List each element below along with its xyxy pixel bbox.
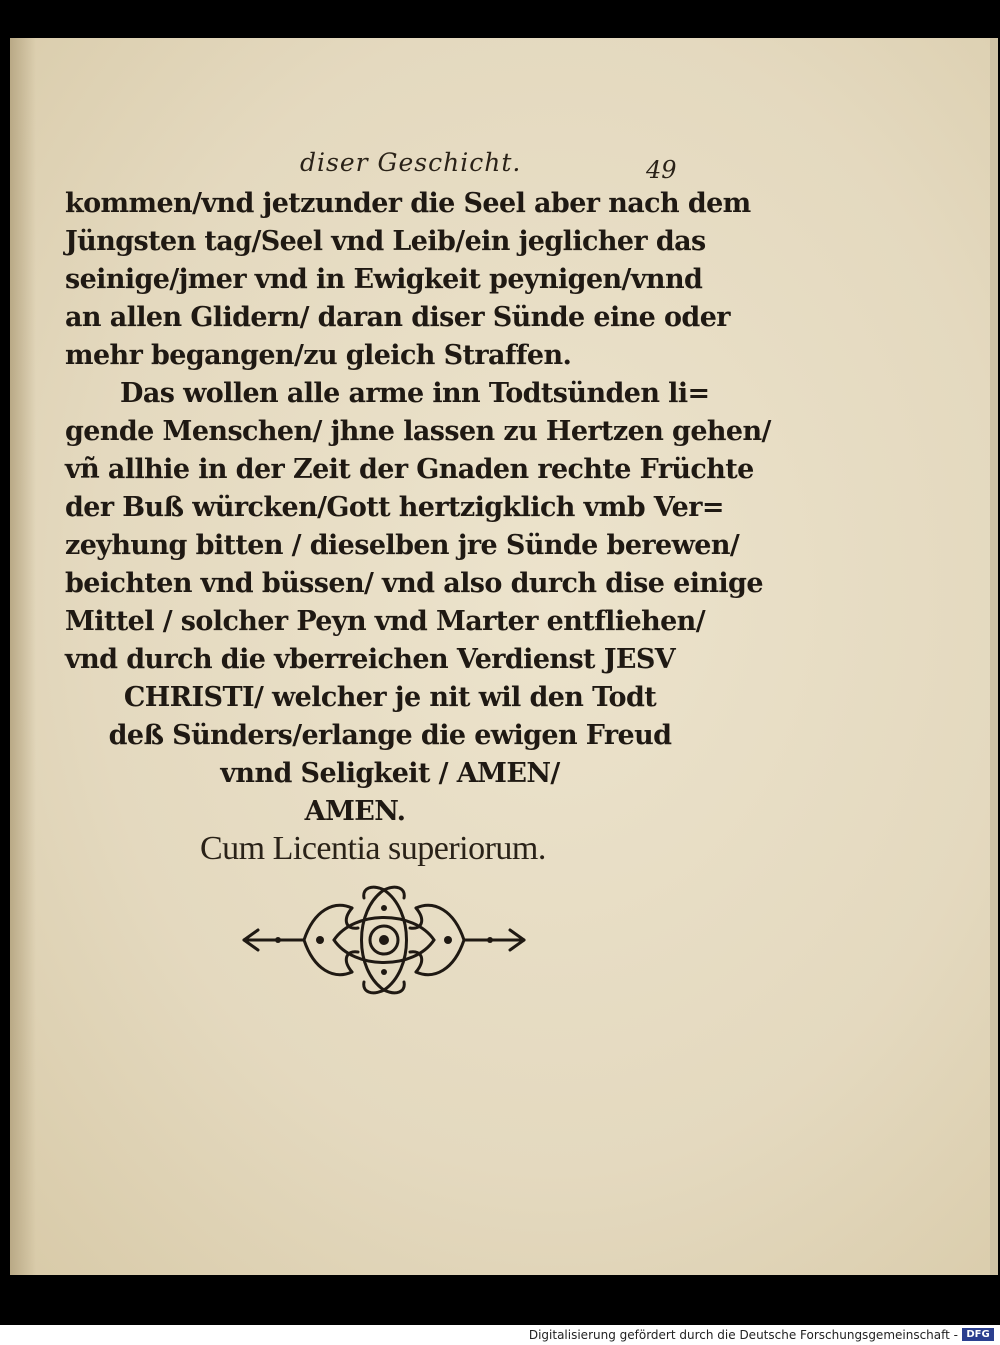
body-line: mehr begangen/zu gleich Straffen.	[65, 340, 572, 371]
body-line: Jüngsten tag/Seel vnd Leib/ein jeglicher das	[65, 226, 706, 257]
license-note: Cum Licentia superiorum.	[200, 830, 546, 867]
body-line: gende Menschen/ jhne lassen zu Hertzen gehen/	[65, 416, 771, 447]
centered-line: AMEN.	[304, 796, 406, 827]
gutter-shadow	[10, 38, 36, 1275]
body-line: seinige/jmer vnd in Ewigkeit peynigen/vnnd	[65, 264, 703, 295]
body-line: vñ allhie in der Zeit der Gnaden rechte Früchte	[65, 454, 754, 485]
dfg-logo: DFG	[962, 1328, 994, 1341]
body-line: der Buß würcken/Gott hertzigklich vmb Ver=	[65, 492, 724, 523]
page-edge	[990, 38, 998, 1275]
running-head: diser Geschicht.	[300, 148, 522, 177]
book-page	[10, 38, 998, 1275]
body-line: kommen/vnd jetzunder die Seel aber nach dem	[65, 188, 751, 219]
body-line: zeyhung bitten / dieselben jre Sünde berewen/	[65, 530, 740, 561]
centered-line: CHRISTI/ welcher je nit wil den Todt	[123, 682, 657, 713]
page-number: 49	[646, 156, 677, 184]
body-line: vnd durch die vberreichen Verdienst JESV	[65, 644, 676, 675]
body-line: Das wollen alle arme inn Todtsünden li=	[120, 378, 710, 409]
body-line: an allen Glidern/ daran diser Sünde eine oder	[65, 302, 730, 333]
centered-line: deß Sünders/erlange die ewigen Freud	[108, 720, 672, 751]
centered-line: vnnd Seligkeit / AMEN/	[220, 758, 560, 789]
digitization-footer	[0, 1325, 1000, 1345]
footer-credit: Digitalisierung gefördert durch die Deutsche Forschungsgemeinschaft -	[528, 1328, 958, 1342]
printers-flower-ornament	[234, 880, 534, 1000]
body-line: Mittel / solcher Peyn vnd Marter entfliehen/	[65, 606, 705, 637]
body-line: beichten vnd büssen/ vnd also durch dise einige	[65, 568, 763, 599]
